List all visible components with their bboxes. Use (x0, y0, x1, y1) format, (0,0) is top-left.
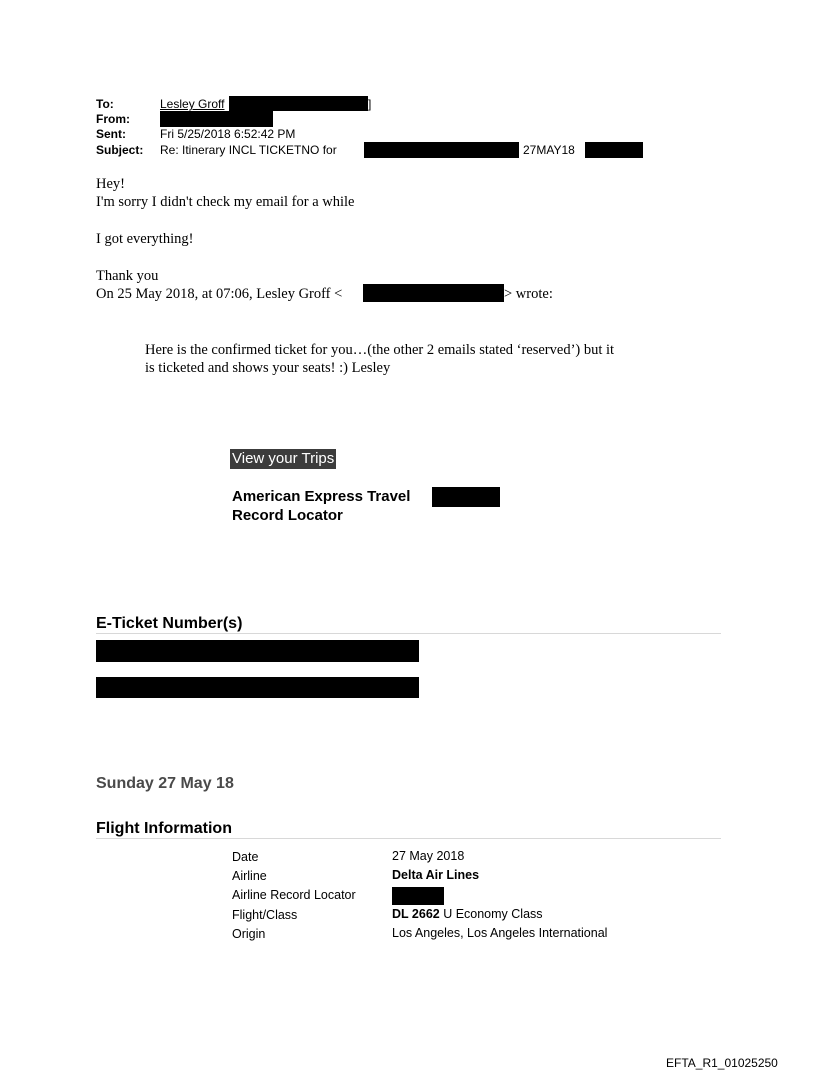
redaction-subject-name (364, 142, 519, 158)
quoted-line-2: is ticketed and shows your seats! :) Lesley (145, 360, 391, 376)
redaction-quote-email (363, 284, 504, 302)
redaction-airline-locator (392, 887, 444, 905)
day-heading: Sunday 27 May 18 (96, 775, 234, 792)
view-trips-button[interactable]: View your Trips (232, 450, 335, 467)
redaction-subject-code (585, 142, 643, 158)
eticket-divider (96, 633, 721, 634)
to-value[interactable]: Lesley Groff (160, 97, 225, 111)
reply-line-4: Thank you (96, 268, 159, 284)
to-close-bracket: ] (368, 97, 372, 111)
reply-line-2: I'm sorry I didn't check my email for a while (96, 194, 355, 210)
airline-value: Delta Air Lines (392, 868, 480, 882)
redaction-eticket-1 (96, 640, 419, 662)
subject-value: Re: Itinerary INCL TICKETNO for (160, 143, 337, 157)
reply-line-3: I got everything! (96, 231, 194, 247)
flight-class-label: Flight/Class (232, 908, 298, 922)
to-label: To: (96, 97, 114, 111)
reply-line-1: Hey! (96, 176, 125, 192)
flight-number: DL 2662 (392, 907, 440, 921)
quote-intro-b: > wrote: (504, 286, 553, 302)
quoted-line-1: Here is the confirmed ticket for you…(the other 2 emails stated ‘reserved’) but it (145, 342, 615, 358)
agency-name: American Express Travel (232, 488, 411, 505)
flight-info-title: Flight Information (96, 820, 232, 837)
flight-class: U Economy Class (439, 907, 543, 921)
origin-value: Los Angeles, Los Angeles International (392, 926, 608, 940)
sent-value: Fri 5/25/2018 6:52:42 PM (160, 127, 296, 141)
redaction-from (160, 111, 273, 127)
subject-label: Subject: (96, 143, 144, 157)
from-label: From: (96, 112, 130, 126)
record-locator-label: Record Locator (232, 507, 343, 524)
airline-label: Airline (232, 869, 267, 883)
redaction-to-email (229, 96, 368, 111)
document-id: EFTA_R1_01025250 (666, 1056, 778, 1070)
redaction-eticket-2 (96, 677, 419, 698)
airline-record-locator-label: Airline Record Locator (232, 888, 356, 902)
eticket-title: E-Ticket Number(s) (96, 615, 243, 632)
flight-info-divider (96, 838, 721, 839)
flight-date-label: Date (232, 850, 259, 864)
origin-label: Origin (232, 927, 266, 941)
sent-label: Sent: (96, 127, 126, 141)
flight-class-value (392, 907, 543, 921)
flight-date-value: 27 May 2018 (392, 849, 465, 863)
redaction-agency-locator (432, 487, 500, 507)
quote-intro-a: On 25 May 2018, at 07:06, Lesley Groff < (96, 286, 343, 302)
subject-date: 27MAY18 (523, 143, 575, 157)
